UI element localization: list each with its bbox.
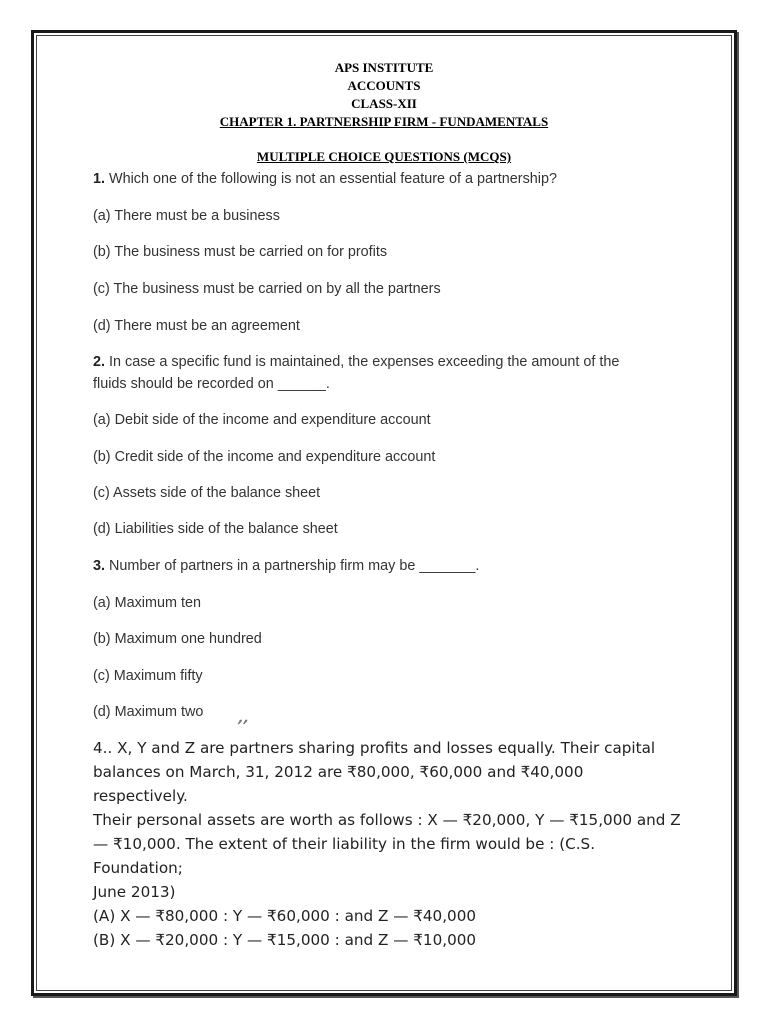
question-2-option-a: (a) Debit side of the income and expenditure account <box>93 412 431 428</box>
question-1-option-d: (d) There must be an agreement <box>93 318 300 334</box>
question-1-number: 1. <box>93 171 106 187</box>
question-4-option-a: (A) X — ₹80,000 : Y — ₹60,000 : and Z — ₹40,000 <box>93 907 477 925</box>
question-3-text: Number of partners in a partnership firm may be _______. <box>105 558 480 574</box>
question-1-option-a: (a) There must be a business <box>93 208 280 224</box>
question-1-text: Which one of the following is not an essential feature of a partnership? <box>105 171 557 187</box>
question-3-option-c: (c) Maximum fifty <box>93 668 203 684</box>
question-4-line1: 4.. X, Y and Z are partners sharing profits and losses equally. Their capital <box>93 739 656 757</box>
question-1 <box>93 171 557 187</box>
question-4-option-b: (B) X — ₹20,000 : Y — ₹15,000 : and Z — ₹10,000 <box>93 931 477 949</box>
question-3-option-b: (b) Maximum one hundred <box>93 631 262 647</box>
question-2-option-c: (c) Assets side of the balance sheet <box>93 485 321 501</box>
question-2 <box>93 354 619 370</box>
question-3-number: 3. <box>93 558 106 574</box>
question-3-option-d: (d) Maximum two <box>93 704 204 720</box>
question-4-line5: June 2013) <box>93 883 176 901</box>
section-title: MULTIPLE CHOICE QUESTIONS (MCQS) <box>256 149 512 164</box>
question-1-option-c: (c) The business must be carried on by all the partners <box>93 281 441 297</box>
class-title: CLASS-XII <box>351 96 417 111</box>
subject-title: ACCOUNTS <box>347 78 421 93</box>
question-2-option-b: (b) Credit side of the income and expenditure account <box>93 449 436 465</box>
question-2-text-line2: fluids should be recorded on ______. <box>93 376 330 392</box>
question-4-line2: balances on March, 31, 2012 are ₹80,000, ₹60,000 and ₹40,000 respectively. <box>93 763 584 805</box>
question-2-text-line1: In case a specific fund is maintained, the expenses exceeding the amount of the <box>105 354 620 370</box>
question-2-option-d: (d) Liabilities side of the balance sheet <box>93 521 338 537</box>
question-2-number: 2. <box>93 354 106 370</box>
institute-title: APS INSTITUTE <box>334 60 434 75</box>
question-1-option-b: (b) The business must be carried on for profits <box>93 244 388 260</box>
question-3 <box>93 558 479 574</box>
stray-mark: ’’ <box>233 718 250 734</box>
question-4-line4: — ₹10,000. The extent of their liability in the firm would be : (C.S. Foundation; <box>93 835 596 877</box>
question-3-option-a: (a) Maximum ten <box>93 595 201 611</box>
question-4-line3: Their personal assets are worth as follows : X — ₹20,000, Y — ₹15,000 and Z <box>93 811 681 829</box>
question-4 <box>93 736 683 952</box>
chapter-title: CHAPTER 1. PARTNERSHIP FIRM - FUNDAMENTALS <box>219 114 549 129</box>
